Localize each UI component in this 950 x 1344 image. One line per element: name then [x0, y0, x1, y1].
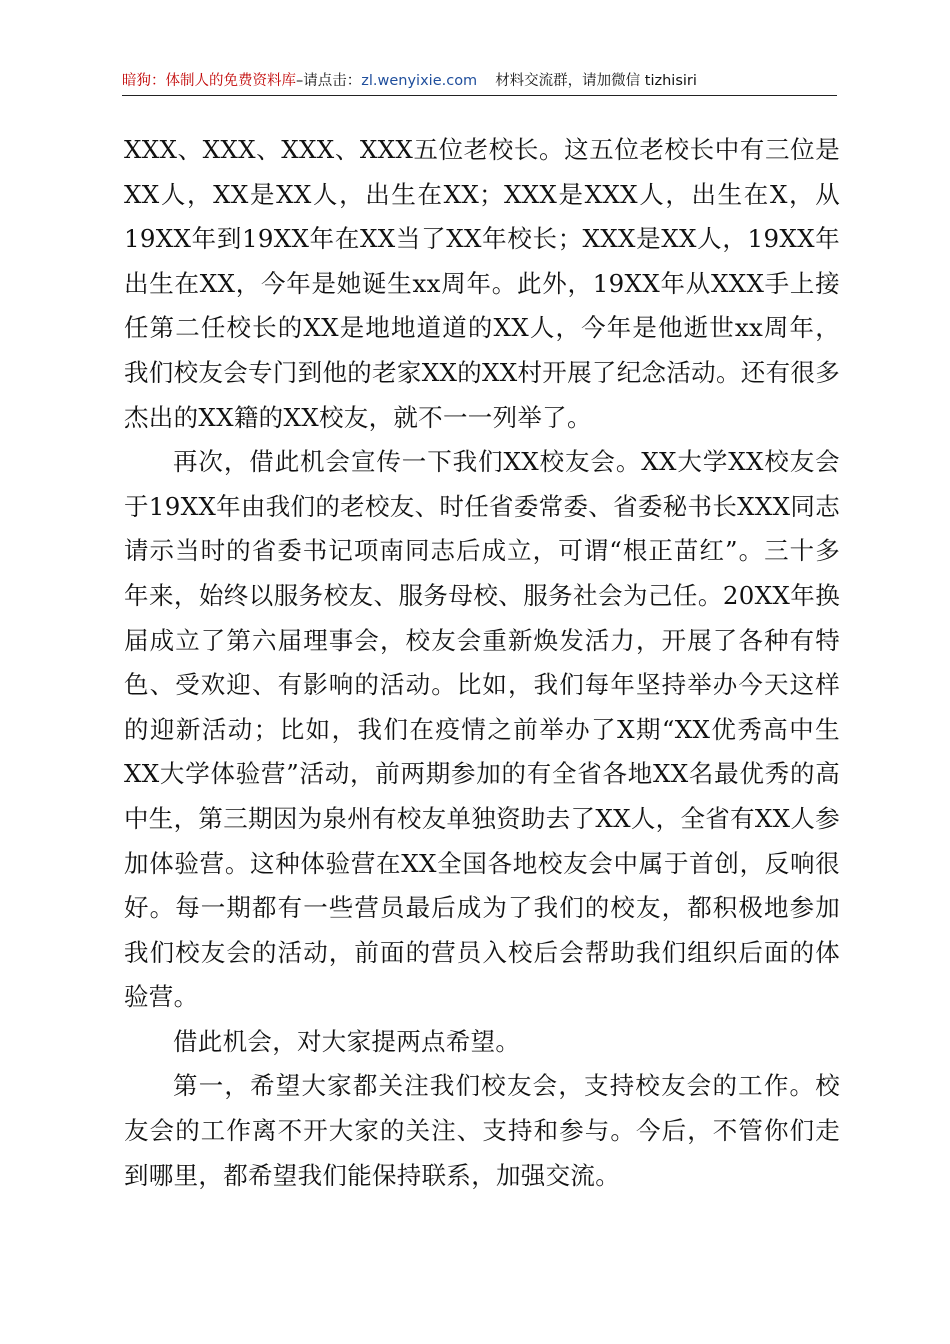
header-divider [122, 95, 837, 96]
document-body [124, 128, 840, 1198]
paragraph-alumni-association: 再次，借此机会宣传一下我们XX校友会。XX大学XX校友会于19XX年由我们的老校友、时任省委常委、省委秘书长XXX同志请示当时的省委书记项南同志后成立，可谓“根正苗红”。三十多年来，始终以服务校友、服务母校、服务社会为己任。20XX年换届成立了第六届理事会，校友会重新焕发活力，开展了各种有特色、受欢迎、有影响的活动。比如，我们每年坚持举办今天这样的迎新活动；比如，我们在疫情之前举办了X期“XX优秀高中生XX大学体验营”活动，前两期参加的有全省各地XX名最优秀的高中生，第三期因为泉州有校友单独资助去了XX人，全省有XX人参加体验营。这种体验营在XX全国各地校友会中属于首创，反响很好。每一期都有一些营员最后成为了我们的校友，都积极地参加我们校友会的活动，前面的营员入校后会帮助我们组织后面的体验营。 [124, 447, 840, 1012]
paragraph-continuation: XXX、XXX、XXX、XXX五位老校长。这五位老校长中有三位是XX人，XX是XX人，出生在XX；XXX是XXX人，出生在X，从19XX年到19XX年在XX当了XX年校长；XXX是XX人，19XX年出生在XX，今年是她诞生xx周年。此外，19XX年从XXX手上接任第二任校长的XX是地地道道的XX人，今年是他逝世xx周年，我们校友会专门到他的老家XX的XX村开展了纪念活动。还有很多杰出的XX籍的XX校友，就不一一列举了。 [124, 135, 840, 432]
site-name: 暗狗：体制人的免费资料库 [122, 73, 296, 89]
paragraph-hopes-intro: 借此机会，对大家提两点希望。 [173, 1026, 521, 1056]
page-header [122, 68, 837, 94]
site-url-link[interactable]: zl.wenyixie.com [361, 73, 478, 89]
wechat-note: 材料交流群，请加微信 tizhisiri [495, 73, 697, 89]
click-prompt: –请点击： [296, 73, 362, 89]
paragraph-hope-first: 第一，希望大家都关注我们校友会，支持校友会的工作。校友会的工作离不开大家的关注、支持和参与。今后，不管你们走到哪里，都希望我们能保持联系，加强交流。 [124, 1071, 840, 1190]
